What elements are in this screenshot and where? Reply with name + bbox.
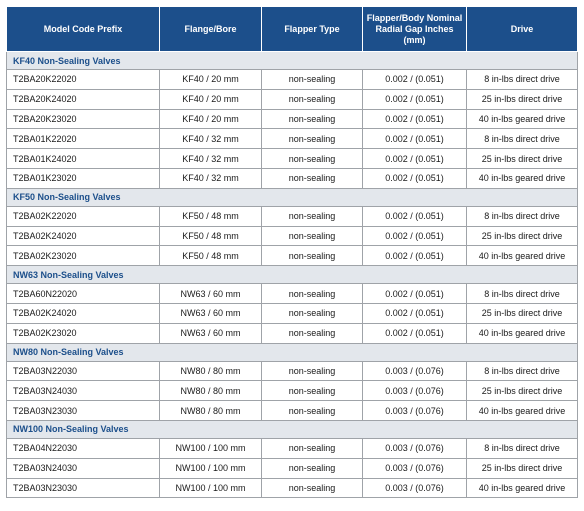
flange-bore-cell: NW80 / 80 mm [160, 361, 262, 381]
model-code-cell: T2BA02K22020 [7, 206, 160, 226]
model-code-cell: T2BA20K23020 [7, 109, 160, 129]
drive-cell: 25 in-lbs direct drive [467, 226, 578, 246]
flange-bore-cell: NW80 / 80 mm [160, 381, 262, 401]
radial-gap-cell: 0.003 / (0.076) [363, 438, 467, 458]
flange-bore-cell: KF40 / 32 mm [160, 168, 262, 188]
model-code-cell: T2BA02K23020 [7, 323, 160, 343]
column-header-model-code: Model Code Prefix [7, 7, 160, 52]
flapper-type-cell: non-sealing [262, 381, 363, 401]
model-code-cell: T2BA01K22020 [7, 129, 160, 149]
table-row [7, 89, 578, 109]
radial-gap-cell: 0.003 / (0.076) [363, 478, 467, 498]
flapper-type-cell: non-sealing [262, 303, 363, 323]
table-row [7, 284, 578, 304]
radial-gap-cell: 0.003 / (0.076) [363, 458, 467, 478]
valve-model-table [6, 6, 578, 498]
radial-gap-cell: 0.002 / (0.051) [363, 284, 467, 304]
drive-cell: 40 in-lbs geared drive [467, 478, 578, 498]
table-row [7, 226, 578, 246]
flange-bore-cell: KF50 / 48 mm [160, 246, 262, 266]
drive-cell: 8 in-lbs direct drive [467, 70, 578, 90]
model-code-cell: T2BA60N22020 [7, 284, 160, 304]
flapper-type-cell: non-sealing [262, 246, 363, 266]
radial-gap-cell: 0.003 / (0.076) [363, 401, 467, 421]
flange-bore-cell: NW63 / 60 mm [160, 303, 262, 323]
drive-cell: 40 in-lbs geared drive [467, 168, 578, 188]
flapper-type-cell: non-sealing [262, 284, 363, 304]
table-row [7, 109, 578, 129]
table-row [7, 206, 578, 226]
flapper-type-cell: non-sealing [262, 361, 363, 381]
flapper-type-cell: non-sealing [262, 478, 363, 498]
flange-bore-cell: KF50 / 48 mm [160, 206, 262, 226]
radial-gap-cell: 0.002 / (0.051) [363, 168, 467, 188]
radial-gap-cell: 0.002 / (0.051) [363, 89, 467, 109]
flapper-type-cell: non-sealing [262, 458, 363, 478]
section-row [7, 420, 578, 438]
table-row [7, 168, 578, 188]
drive-cell: 8 in-lbs direct drive [467, 206, 578, 226]
flapper-type-cell: non-sealing [262, 109, 363, 129]
column-header-flange-bore: Flange/Bore [160, 7, 262, 52]
drive-cell: 25 in-lbs direct drive [467, 381, 578, 401]
flange-bore-cell: NW63 / 60 mm [160, 323, 262, 343]
flapper-type-cell: non-sealing [262, 401, 363, 421]
section-row [7, 52, 578, 70]
drive-cell: 25 in-lbs direct drive [467, 149, 578, 169]
table-row [7, 401, 578, 421]
table-header [7, 7, 578, 52]
flange-bore-cell: KF40 / 32 mm [160, 129, 262, 149]
table-row [7, 129, 578, 149]
drive-cell: 25 in-lbs direct drive [467, 89, 578, 109]
table-row [7, 149, 578, 169]
flange-bore-cell: KF40 / 32 mm [160, 149, 262, 169]
flapper-type-cell: non-sealing [262, 323, 363, 343]
section-row [7, 343, 578, 361]
table-body [7, 52, 578, 498]
model-code-cell: T2BA20K22020 [7, 70, 160, 90]
section-title: KF40 Non-Sealing Valves [7, 52, 578, 70]
drive-cell: 40 in-lbs geared drive [467, 109, 578, 129]
flange-bore-cell: NW100 / 100 mm [160, 478, 262, 498]
drive-cell: 8 in-lbs direct drive [467, 129, 578, 149]
model-code-cell: T2BA03N23030 [7, 401, 160, 421]
table-row [7, 246, 578, 266]
flange-bore-cell: KF40 / 20 mm [160, 89, 262, 109]
section-title: NW63 Non-Sealing Valves [7, 266, 578, 284]
model-code-cell: T2BA01K23020 [7, 168, 160, 188]
model-code-cell: T2BA03N23030 [7, 478, 160, 498]
drive-cell: 8 in-lbs direct drive [467, 284, 578, 304]
flange-bore-cell: KF50 / 48 mm [160, 226, 262, 246]
radial-gap-cell: 0.002 / (0.051) [363, 70, 467, 90]
flapper-type-cell: non-sealing [262, 129, 363, 149]
drive-cell: 40 in-lbs geared drive [467, 401, 578, 421]
section-row [7, 266, 578, 284]
flapper-type-cell: non-sealing [262, 168, 363, 188]
model-code-cell: T2BA02K24020 [7, 303, 160, 323]
radial-gap-cell: 0.003 / (0.076) [363, 381, 467, 401]
radial-gap-cell: 0.002 / (0.051) [363, 206, 467, 226]
model-code-cell: T2BA01K24020 [7, 149, 160, 169]
table-row [7, 323, 578, 343]
table-row [7, 381, 578, 401]
model-code-cell: T2BA02K23020 [7, 246, 160, 266]
radial-gap-cell: 0.003 / (0.076) [363, 361, 467, 381]
table-row [7, 70, 578, 90]
radial-gap-cell: 0.002 / (0.051) [363, 226, 467, 246]
column-header-drive: Drive [467, 7, 578, 52]
model-code-cell: T2BA04N22030 [7, 438, 160, 458]
table-row [7, 458, 578, 478]
flapper-type-cell: non-sealing [262, 89, 363, 109]
model-code-cell: T2BA20K24020 [7, 89, 160, 109]
drive-cell: 40 in-lbs geared drive [467, 323, 578, 343]
header-row [7, 7, 578, 52]
drive-cell: 25 in-lbs direct drive [467, 303, 578, 323]
spec-table-container [6, 6, 577, 498]
radial-gap-cell: 0.002 / (0.051) [363, 303, 467, 323]
table-row [7, 478, 578, 498]
section-title: KF50 Non-Sealing Valves [7, 188, 578, 206]
radial-gap-cell: 0.002 / (0.051) [363, 323, 467, 343]
model-code-cell: T2BA03N22030 [7, 361, 160, 381]
flapper-type-cell: non-sealing [262, 70, 363, 90]
section-title: NW80 Non-Sealing Valves [7, 343, 578, 361]
flapper-type-cell: non-sealing [262, 206, 363, 226]
flange-bore-cell: NW63 / 60 mm [160, 284, 262, 304]
model-code-cell: T2BA02K24020 [7, 226, 160, 246]
model-code-cell: T2BA03N24030 [7, 458, 160, 478]
drive-cell: 8 in-lbs direct drive [467, 361, 578, 381]
flange-bore-cell: KF40 / 20 mm [160, 109, 262, 129]
column-header-flapper-type: Flapper Type [262, 7, 363, 52]
flapper-type-cell: non-sealing [262, 226, 363, 246]
flapper-type-cell: non-sealing [262, 149, 363, 169]
table-row [7, 361, 578, 381]
radial-gap-cell: 0.002 / (0.051) [363, 246, 467, 266]
table-row [7, 303, 578, 323]
section-row [7, 188, 578, 206]
flange-bore-cell: NW100 / 100 mm [160, 438, 262, 458]
radial-gap-cell: 0.002 / (0.051) [363, 109, 467, 129]
drive-cell: 40 in-lbs geared drive [467, 246, 578, 266]
table-row [7, 438, 578, 458]
flapper-type-cell: non-sealing [262, 438, 363, 458]
flange-bore-cell: NW100 / 100 mm [160, 458, 262, 478]
radial-gap-cell: 0.002 / (0.051) [363, 129, 467, 149]
radial-gap-cell: 0.002 / (0.051) [363, 149, 467, 169]
column-header-radial-gap: Flapper/Body Nominal Radial Gap Inches (mm) [363, 7, 467, 52]
flange-bore-cell: NW80 / 80 mm [160, 401, 262, 421]
drive-cell: 8 in-lbs direct drive [467, 438, 578, 458]
model-code-cell: T2BA03N24030 [7, 381, 160, 401]
drive-cell: 25 in-lbs direct drive [467, 458, 578, 478]
section-title: NW100 Non-Sealing Valves [7, 420, 578, 438]
flange-bore-cell: KF40 / 20 mm [160, 70, 262, 90]
